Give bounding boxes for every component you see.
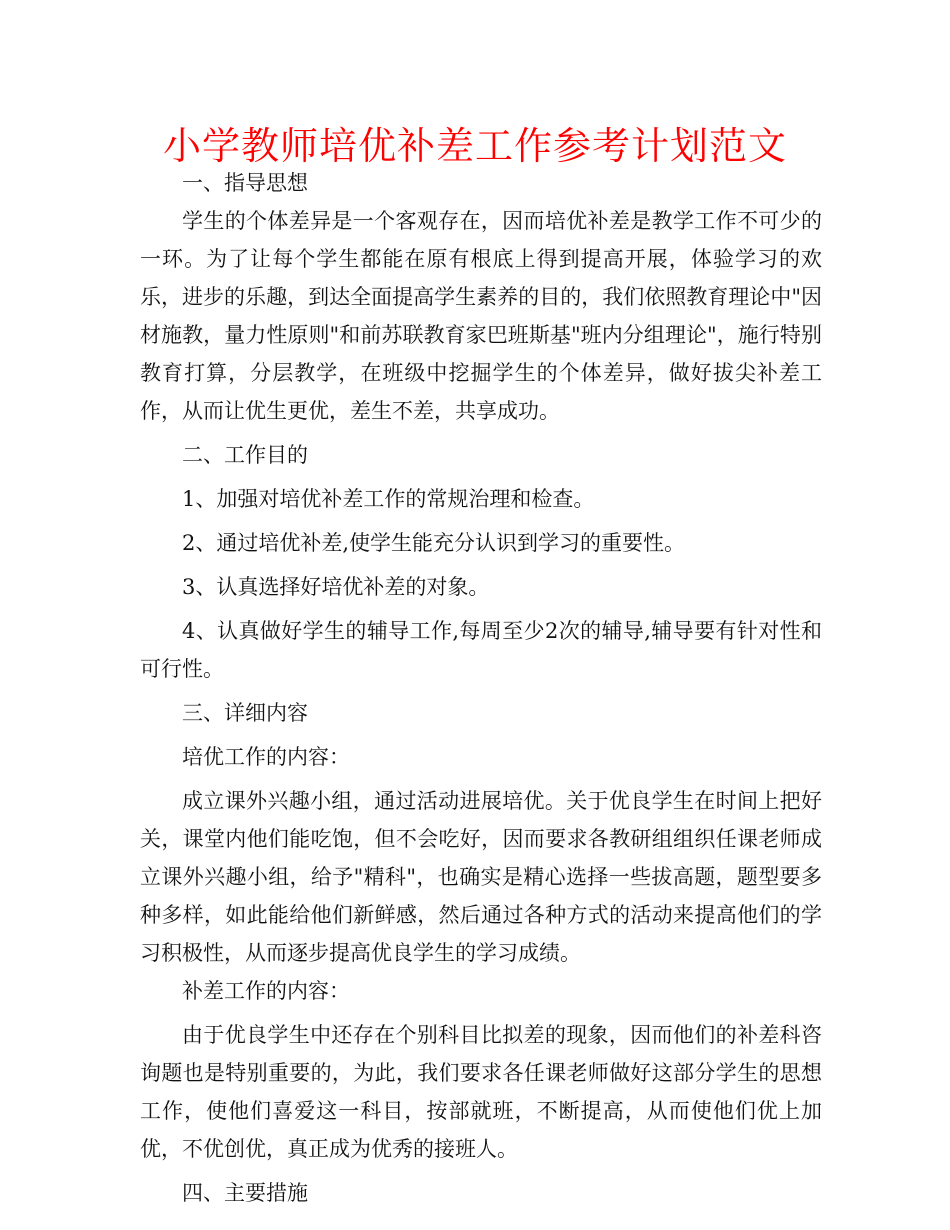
paragraph-remedial-work: 由于优良学生中还存在个别科目比拟差的现象，因而他们的补差科咨询题也是特别重要的，为此，我们要求各任课老师做好这部分学生的思想工作，使他们喜爱这一科目，按部就班，不断提高，从而使他们优上加优，不优创优，真正成为优秀的接班人。 [140, 1023, 822, 1161]
paragraph-guiding-ideology: 学生的个体差异是一个客观存在，因而培优补差是教学工作不可少的一环。为了让每个学生都能在原有根底上得到提高开展，体验学习的欢乐，进步的乐趣，到达全面提高学生素养的目的，我们依照教育理论中"因材施教，量力性原则"和前苏联教育家巴班斯基"班内分组理论"，施行特别教育打算，分层教学，在班级中挖掘学生的个体差异，做好拔尖补差工作，从而让优生更优，差生不差，共享成功。 [140, 209, 822, 423]
list-item-goal-4: 4、认真做好学生的辅导工作,每周至少2次的辅导,辅导要有针对性和可行性。 [140, 619, 822, 681]
section-heading-detailed-content: 三、详细内容 [182, 701, 308, 725]
section-heading-work-goals: 二、工作目的 [182, 443, 308, 467]
document-title: 小学教师培优补差工作参考计划范文 [162, 124, 787, 168]
section-heading-main-measures: 四、主要措施 [182, 1181, 308, 1205]
list-item-goal-2: 2、通过培优补差,使学生能充分认识到学习的重要性。 [182, 531, 686, 555]
list-item-goal-3: 3、认真选择好培优补差的对象。 [182, 575, 490, 599]
subheading-remedial-work: 补差工作的内容： [182, 979, 350, 1003]
list-item-goal-1: 1、加强对培优补差工作的常规治理和检查。 [182, 487, 595, 511]
document-body [140, 164, 822, 1212]
section-heading-guiding-ideology: 一、指导思想 [182, 171, 308, 195]
subheading-excellence-work: 培优工作的内容： [182, 745, 350, 769]
paragraph-excellence-work: 成立课外兴趣小组，通过活动进展培优。关于优良学生在时间上把好关，课堂内他们能吃饱，但不会吃好，因而要求各教研组组织任课老师成立课外兴趣小组，给予"精科"，也确实是精心选择一些拔高题，题型要多种多样，如此能给他们新鲜感，然后通过各种方式的活动来提高他们的学习积极性，从而逐步提高优良学生的学习成绩。 [140, 789, 822, 965]
